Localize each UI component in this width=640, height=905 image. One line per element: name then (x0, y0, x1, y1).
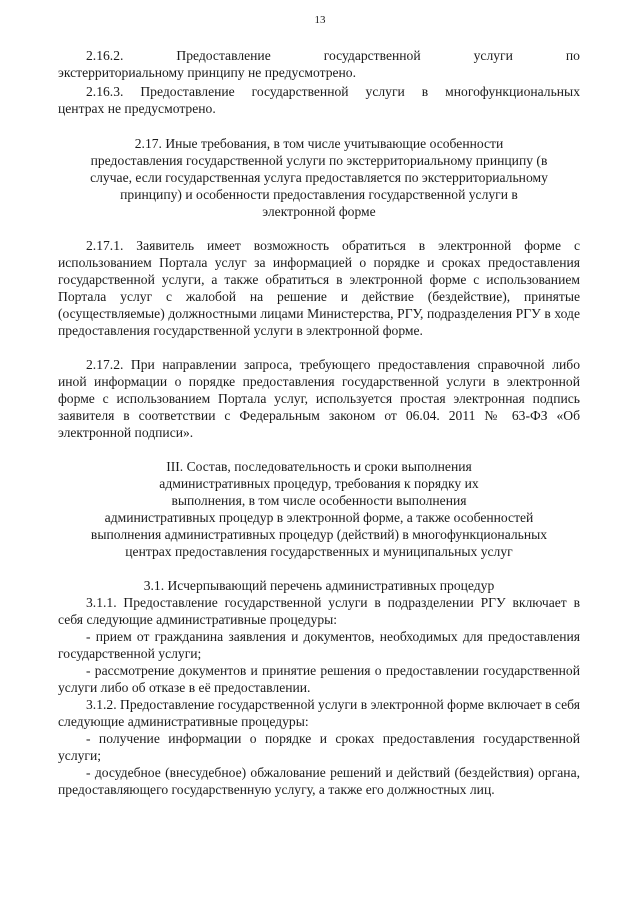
section-2-16-2 (58, 47, 580, 81)
section-2-16-3-line1: 2.16.3. Предоставление государственной услуги в многофункциональных (86, 84, 580, 99)
heading-line: 3.1. Исчерпывающий перечень административных процедур (143, 578, 495, 593)
heading-line: принципу) и особенности предоставления государственной услуги в (120, 187, 518, 202)
heading-line: случае, если государственная услуга предоставляется по экстерриториальному (90, 170, 548, 185)
page-number: 13 (314, 14, 326, 26)
paragraph-3-1-1 (58, 594, 580, 696)
list-item: - прием от гражданина заявления и документов, необходимых для предоставления государственной услуги; (58, 629, 580, 661)
heading-section-3 (58, 458, 580, 560)
word: государственной (323, 48, 421, 63)
section-2-16-2-line1 (58, 47, 580, 64)
paragraph-text: 3.1.1. Предоставление государственной услуги в подразделении РГУ включает в себя следующие административные процедуры: (58, 595, 580, 627)
paragraph-text: 2.17.1. Заявитель имеет возможность обратиться в электронной форме с использованием Портала услуг за информацией о порядке и сроках предоставления государственной услуги, а также обратиться в электронной форме с использованием Портала услуг с жалобой на решение и действие (бездействие), принятые (осуществляемые) должностными лицами Министерства, РГУ, подразделения РГУ в ходе предоставления государственной услуги в электронной форме. (58, 238, 580, 338)
heading-line: административных процедур в электронной форме, а также особенностей (104, 510, 534, 525)
paragraph-2-17-1 (58, 237, 580, 339)
heading-line: административных процедур, требования к порядку их (159, 476, 479, 491)
heading-line: центрах предоставления государственных и муниципальных услуг (125, 544, 513, 559)
heading-line: выполнения административных процедур (действий) в многофункциональных (90, 527, 548, 542)
word: Предоставление (176, 48, 271, 63)
paragraph-text: 3.1.2. Предоставление государственной услуги в электронной форме включает в себя следующие административные процедуры: (58, 697, 580, 729)
list-item: - досудебное (внесудебное) обжалование решений и действий (бездействия) органа, предоставляющего государственную услугу, а также его должностных лиц. (58, 765, 580, 797)
heading-line: предоставления государственной услуги по экстерриториальному принципу (в (90, 153, 548, 168)
heading-2-17 (58, 135, 580, 220)
list-item: - рассмотрение документов и принятие решения о предоставлении государственной услуги либо об отказе в её предоставлении. (58, 663, 580, 695)
word: по (565, 48, 580, 63)
list-item: - получение информации о порядке и сроках предоставления государственной услуги; (58, 731, 580, 763)
paragraph-2-17-2 (58, 356, 580, 441)
heading-line: электронной форме (262, 204, 376, 219)
heading-3-1 (58, 577, 580, 594)
paragraph-3-1-2 (58, 696, 580, 798)
heading-line: III. Состав, последовательность и сроки выполнения (166, 459, 472, 474)
word: 2.16.2. (86, 48, 124, 63)
paragraph-text: 2.17.2. При направлении запроса, требующего предоставления справочной либо иной информации о порядке предоставления государственной услуги в электронной форме с использованием Портала услуг, используется простая электронная подпись заявителя в соответствии с Федеральным законом от 06.04. 2011 № 63-ФЗ «Об электронной подписи». (58, 357, 580, 440)
heading-line: 2.17. Иные требования, в том числе учитывающие особенности (134, 136, 504, 151)
section-2-16-2-line2: экстерриториальному принципу не предусмотрено. (58, 65, 357, 80)
section-2-16-3-line2: центрах не предусмотрено. (58, 101, 216, 116)
word: услуги (473, 48, 513, 63)
heading-line: выполнения, в том числе особенности выполнения (171, 493, 467, 508)
section-2-16-3 (58, 83, 580, 117)
